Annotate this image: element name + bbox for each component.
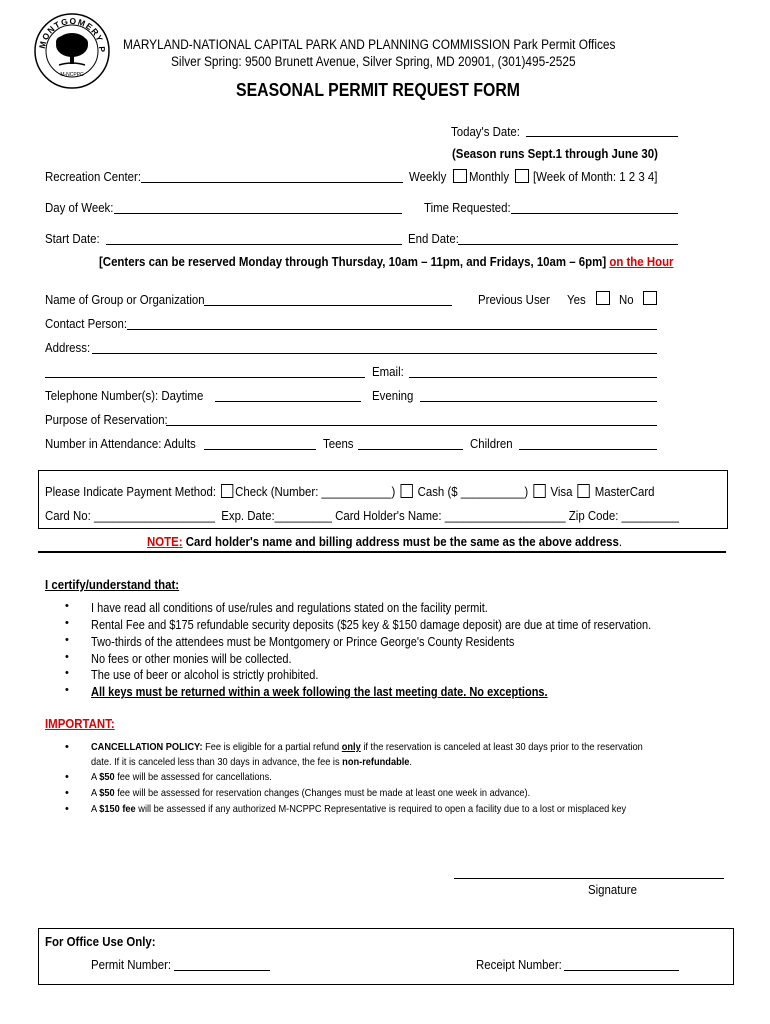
visa-label: Visa	[550, 484, 573, 499]
payment-method-label: Please Indicate Payment Method:	[45, 484, 217, 499]
card-no[interactable]: Card No: ___________________	[45, 508, 215, 523]
certify-item-keys: All keys must be returned within a week following the last meeting date. No exceptions.	[91, 685, 548, 699]
office-heading: For Office Use Only:	[45, 934, 156, 949]
centers-note	[99, 254, 674, 269]
no-label: No	[619, 292, 634, 307]
address-field-1[interactable]	[92, 353, 657, 354]
certify-item: Two-thirds of the attendees must be Montgomery or Prince George's County Residents	[91, 635, 515, 649]
recreation-center-field[interactable]	[141, 182, 403, 183]
logo-bottom-text: M-NCPPC	[60, 72, 84, 78]
weekly-label: Weekly	[409, 169, 447, 184]
centers-note-text: [Centers can be reserved Monday through Thursday, 10am – 11pm, and Fridays, 10am – 6pm]	[99, 254, 607, 269]
cancellation-policy-cont	[91, 756, 412, 768]
exp-date-field[interactable]: _________	[274, 508, 332, 523]
page-title: SEASONAL PERMIT REQUEST FORM	[236, 80, 520, 100]
bullet: •	[65, 634, 69, 646]
item-amount: $50	[99, 771, 115, 783]
holder-name-label: Card Holder's Name:	[335, 508, 442, 523]
signature-field[interactable]	[454, 878, 724, 879]
cancellation-policy	[91, 741, 643, 753]
section-divider	[38, 551, 726, 553]
holder-name-field[interactable]: ___________________	[441, 508, 566, 523]
receipt-number-label: Receipt Number:	[476, 957, 562, 972]
card-row	[45, 508, 679, 523]
purpose-label: Purpose of Reservation:	[45, 412, 168, 427]
recreation-center-label: Recreation Center:	[45, 169, 142, 184]
item-text: A	[91, 771, 100, 783]
policy-text-c: date. If it is canceled less than 30 days in advance, the fee is	[91, 756, 343, 768]
zip-label: Zip Code:	[568, 508, 619, 523]
bullet: •	[65, 600, 69, 612]
policy-nonrefundable: non-refundable	[342, 756, 410, 768]
check-label: Check (Number: ___________)	[235, 484, 396, 499]
evening-phone-field[interactable]	[420, 401, 657, 402]
group-name-field[interactable]	[204, 305, 452, 306]
visa-checkbox[interactable]	[533, 484, 545, 498]
time-requested-field[interactable]	[511, 213, 678, 214]
yes-label: Yes	[567, 292, 586, 307]
policy-text-a: Fee is eligible for a partial refund	[202, 741, 342, 753]
monthly-label: Monthly	[469, 169, 510, 184]
email-field[interactable]	[409, 377, 657, 378]
important-item	[91, 771, 272, 783]
cash-checkbox[interactable]	[400, 484, 412, 498]
important-item	[91, 787, 530, 799]
todays-date-field[interactable]	[526, 136, 678, 137]
monthly-checkbox[interactable]	[515, 169, 529, 183]
check-checkbox[interactable]	[221, 484, 233, 498]
policy-label: CANCELLATION POLICY:	[91, 741, 203, 753]
zip-field[interactable]: _________	[618, 508, 679, 523]
certify-item: No fees or other monies will be collected.	[91, 652, 292, 666]
item-text: fee will be assessed for cancellations.	[114, 771, 272, 783]
bullet: •	[65, 741, 69, 753]
no-checkbox[interactable]	[643, 291, 657, 305]
time-requested-label: Time Requested:	[424, 200, 511, 215]
note-text: Card holder's name and billing address must be the same as the above address	[182, 534, 619, 549]
bullet: •	[65, 651, 69, 663]
policy-only: only	[341, 741, 361, 753]
receipt-number-field[interactable]	[564, 970, 679, 971]
item-amount: $50	[99, 787, 115, 799]
bullet: •	[65, 684, 69, 696]
policy-text-b: if the reservation is canceled at least 30 days prior to the reservation	[360, 741, 643, 753]
certify-item: I have read all conditions of use/rules and regulations stated on the facility permit.	[91, 601, 488, 615]
item-text: A	[91, 803, 100, 815]
montgomery-parks-logo	[33, 12, 111, 90]
previous-user-label: Previous User	[478, 292, 550, 307]
start-date-field[interactable]	[106, 244, 402, 245]
contact-person-label: Contact Person:	[45, 316, 128, 331]
bullet: •	[65, 667, 69, 679]
permit-number-field[interactable]	[174, 970, 270, 971]
certify-item: Rental Fee and $175 refundable security deposits ($25 key & $150 damage deposit) are due at time of reservation.	[91, 618, 652, 632]
weekly-checkbox[interactable]	[453, 169, 467, 183]
address-field-2[interactable]	[45, 377, 365, 378]
purpose-field[interactable]	[166, 425, 657, 426]
email-label: Email:	[372, 364, 404, 379]
on-the-hour: on the Hour	[609, 254, 674, 269]
bullet: •	[65, 803, 69, 815]
item-text: A	[91, 787, 100, 799]
yes-checkbox[interactable]	[596, 291, 610, 305]
certify-item: The use of beer or alcohol is strictly prohibited.	[91, 668, 319, 682]
mastercard-label: MasterCard	[594, 484, 655, 499]
note-period: .	[618, 534, 623, 549]
payment-row	[45, 484, 655, 499]
note-label: NOTE:	[147, 534, 183, 549]
cash-label: Cash ($ __________)	[417, 484, 529, 499]
week-of-month: [Week of Month: 1 2 3 4]	[533, 169, 658, 184]
teens-field[interactable]	[358, 449, 463, 450]
contact-person-field[interactable]	[127, 329, 657, 330]
attendance-label: Number in Attendance: Adults	[45, 436, 196, 451]
children-field[interactable]	[519, 449, 657, 450]
bullet: •	[65, 617, 69, 629]
header-line1: MARYLAND-NATIONAL CAPITAL PARK AND PLANNING COMMISSION Park Permit Offices	[123, 37, 616, 52]
end-date-field[interactable]	[458, 244, 678, 245]
children-label: Children	[470, 436, 513, 451]
important-heading: IMPORTANT:	[45, 716, 115, 731]
daytime-phone-field[interactable]	[215, 401, 361, 402]
bullet: •	[65, 771, 69, 783]
adults-field[interactable]	[204, 449, 316, 450]
logo-ring-text: MONTGOMERY P	[36, 15, 108, 53]
certify-heading: I certify/understand that:	[45, 577, 180, 592]
season-note: (Season runs Sept.1 through June 30)	[452, 146, 658, 161]
signature-label: Signature	[588, 882, 637, 897]
start-date-label: Start Date:	[45, 231, 100, 246]
end-date-label: End Date:	[408, 231, 459, 246]
mastercard-checkbox[interactable]	[577, 484, 589, 498]
item-text: will be assessed if any authorized M-NCPPC Representative is required to open a facility due to a lost or misplaced key	[135, 803, 627, 815]
day-of-week-field[interactable]	[114, 213, 402, 214]
item-amount: $150 fee	[99, 803, 136, 815]
teens-label: Teens	[323, 436, 354, 451]
important-item	[91, 803, 626, 815]
header-line2: Silver Spring: 9500 Brunett Avenue, Silver Spring, MD 20901, (301)495-2525	[171, 54, 576, 69]
permit-number-label: Permit Number:	[91, 957, 172, 972]
policy-text-d: .	[409, 756, 413, 768]
bullet: •	[65, 787, 69, 799]
day-of-week-label: Day of Week:	[45, 200, 114, 215]
todays-date-label: Today's Date:	[451, 124, 520, 139]
group-name-label: Name of Group or Organization	[45, 292, 205, 307]
exp-date-label: Exp. Date:	[221, 508, 275, 523]
address-label: Address:	[45, 340, 91, 355]
item-text: fee will be assessed for reservation changes (Changes must be made at least one week in advance).	[114, 787, 531, 799]
billing-note	[147, 534, 622, 549]
evening-label: Evening	[372, 388, 414, 403]
telephone-label: Telephone Number(s): Daytime	[45, 388, 204, 403]
